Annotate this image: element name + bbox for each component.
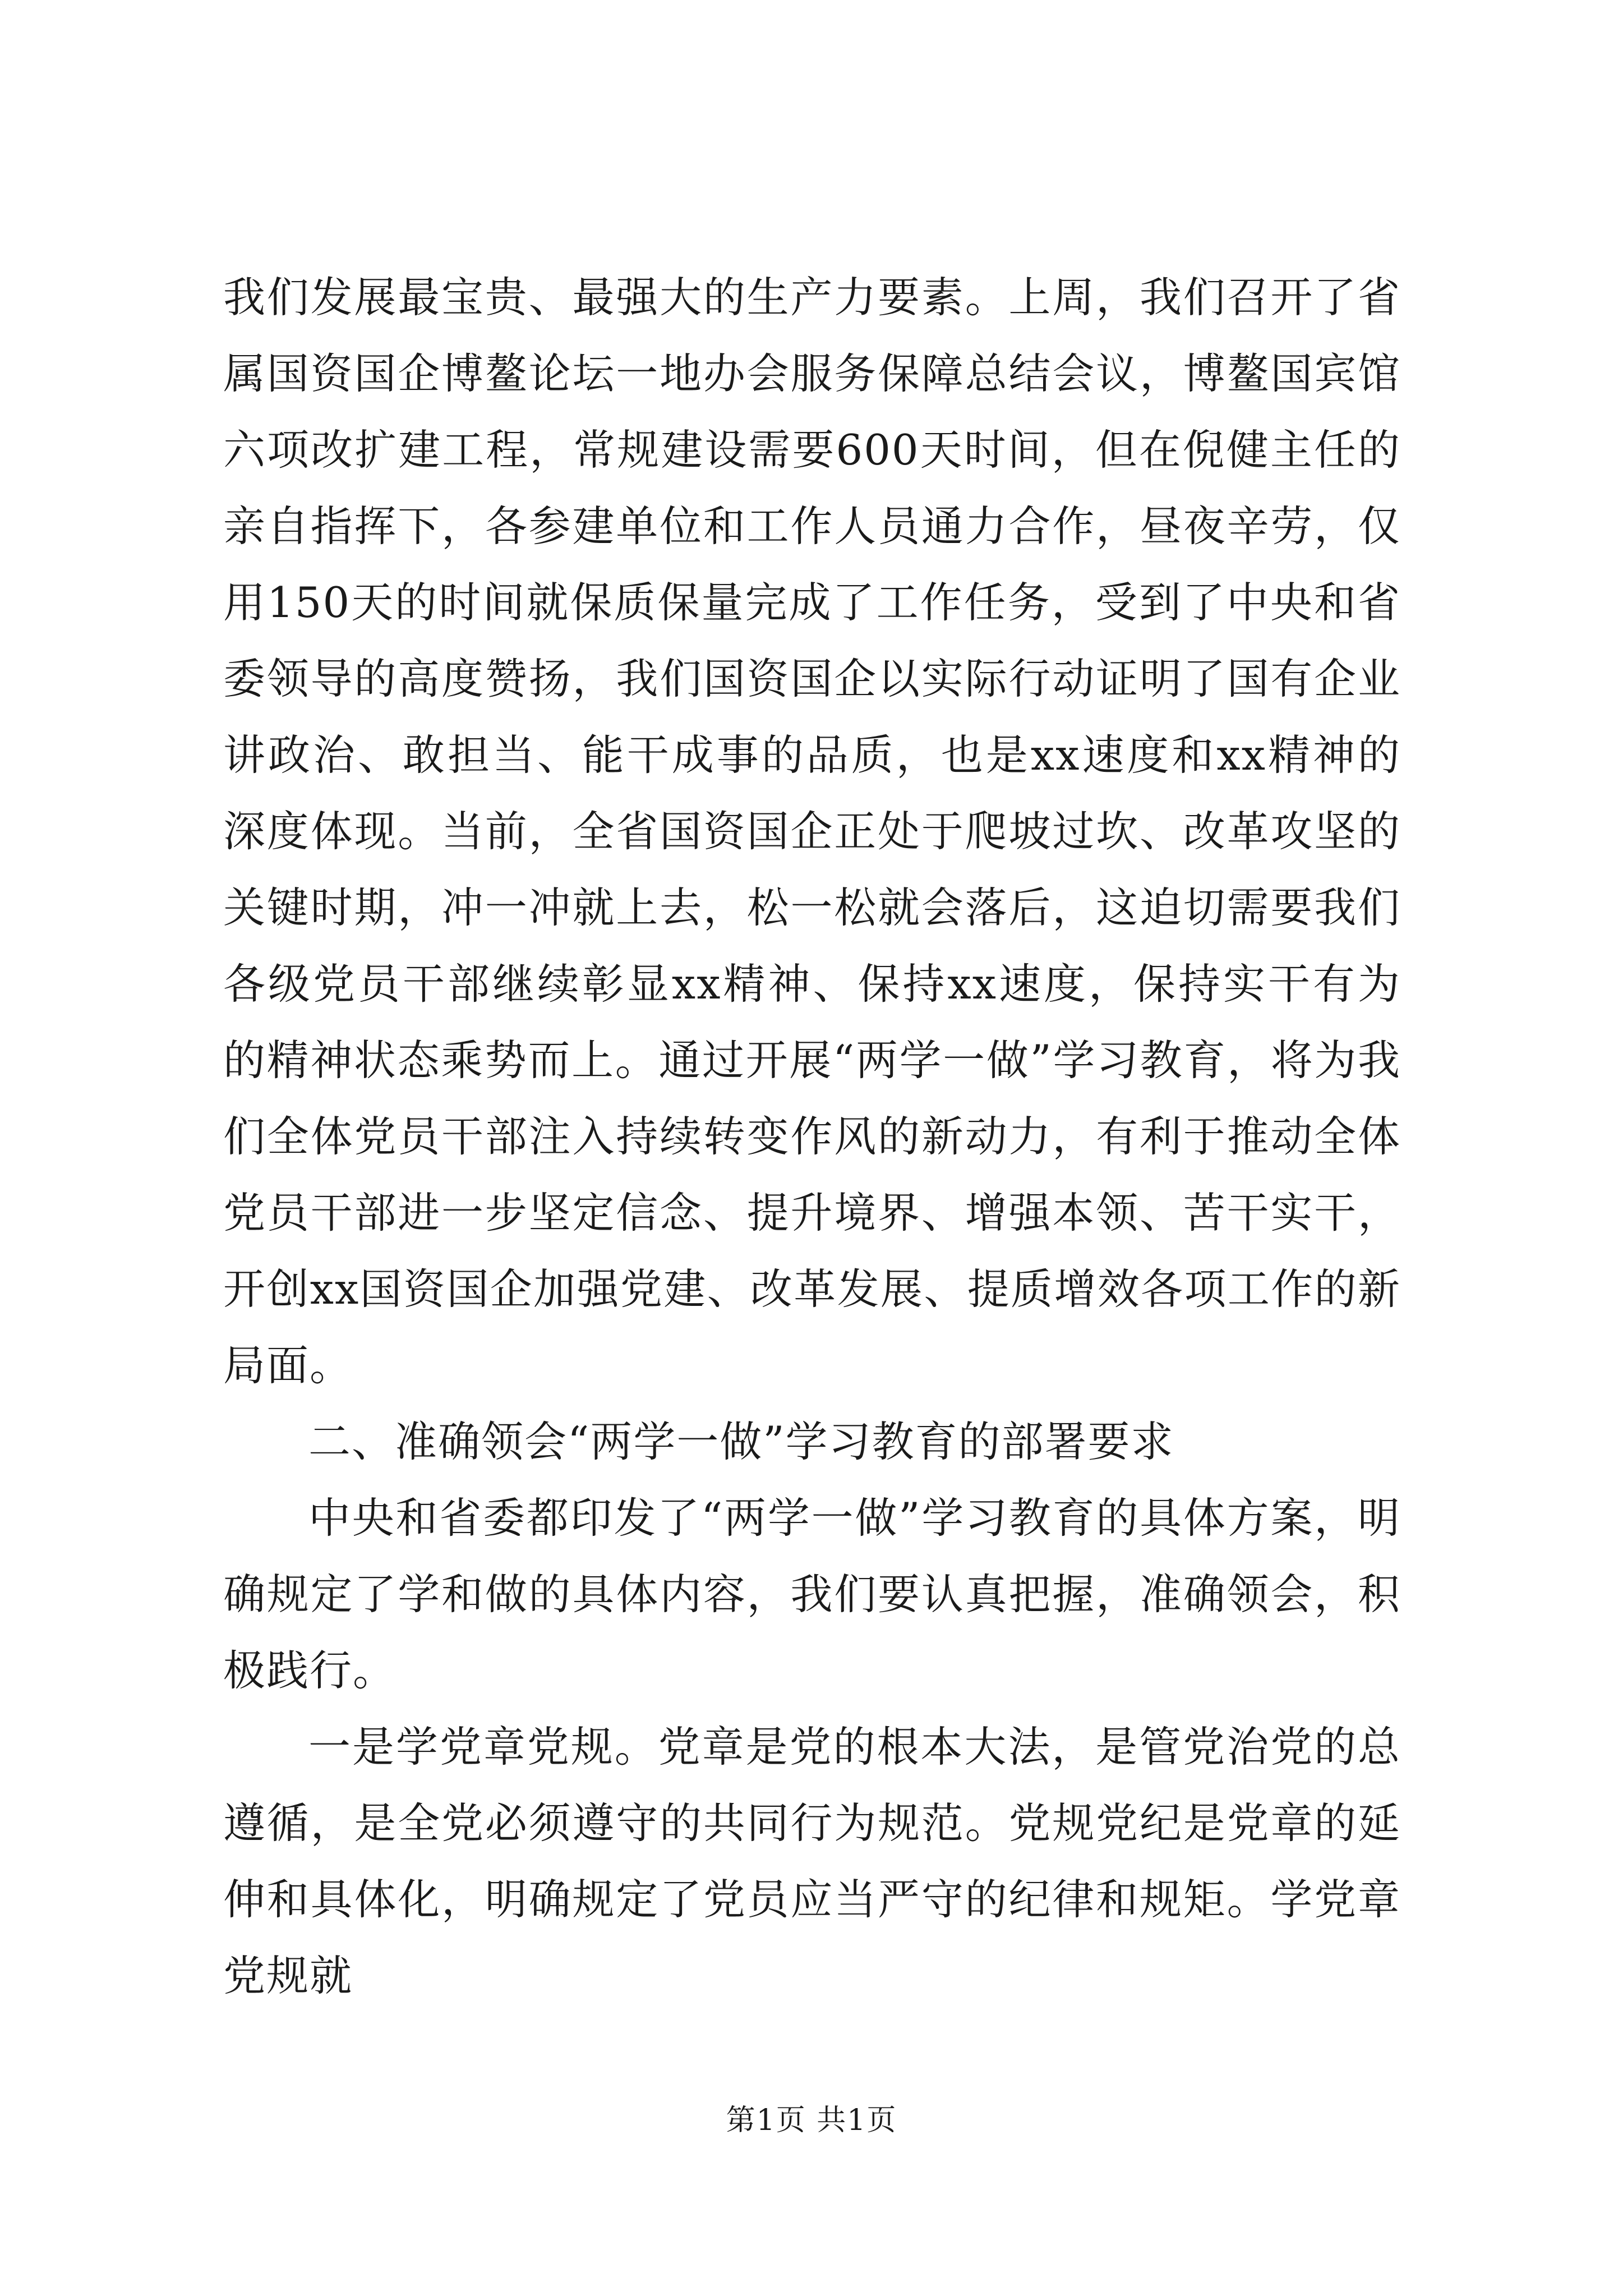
paragraph-continuation: 我们发展最宝贵、最强大的生产力要素。上周，我们召开了省属国资国企博鳌论坛一地办会服务保障总结会议，博鳌国宾馆六项改扩建工程，常规建设需要600天时间，但在倪健主任的亲自指挥下，各参建单位和工作人员通力合作，昼夜辛劳，仅用150天的时间就保质保量完成了工作任务，受到了中央和省委领导的高度赞扬，我们国资国企以实际行动证明了国有企业讲政治、敢担当、能干成事的品质，也是xx速度和xx精神的深度体现。当前，全省国资国企正处于爬坡过坎、改革攻坚的关键时期，冲一冲就上去，松一松就会落后，这迫切需要我们各级党员干部继续彰显xx精神、保持xx速度，保持实干有为的精神状态乘势而上。通过开展“两学一做”学习教育，将为我们全体党员干部注入持续转变作风的新动力，有利于推动全体党员干部进一步坚定信念、提升境界、增强本领、苦干实干，开创xx国资国企加强党建、改革发展、提质增效各项工作的新局面。 <box>223 273 1401 1390</box>
section-heading: 二、准确领会“两学一做”学习教育的部署要求 <box>308 1417 1174 1466</box>
page-footer: 第1页 共1页 <box>726 2104 897 2137</box>
document-body <box>223 259 1401 2014</box>
paragraph-intro: 中央和省委都印发了“两学一做”学习教育的具体方案，明确规定了学和做的具体内容，我们要认真把握，准确领会，积极践行。 <box>223 1493 1401 1695</box>
paragraph-point-one: 一是学党章党规。党章是党的根本大法，是管党治党的总遵循，是全党必须遵守的共同行为规范。党规党纪是党章的延伸和具体化，明确规定了党员应当严守的纪律和规矩。学党章党规就 <box>223 1722 1401 2000</box>
